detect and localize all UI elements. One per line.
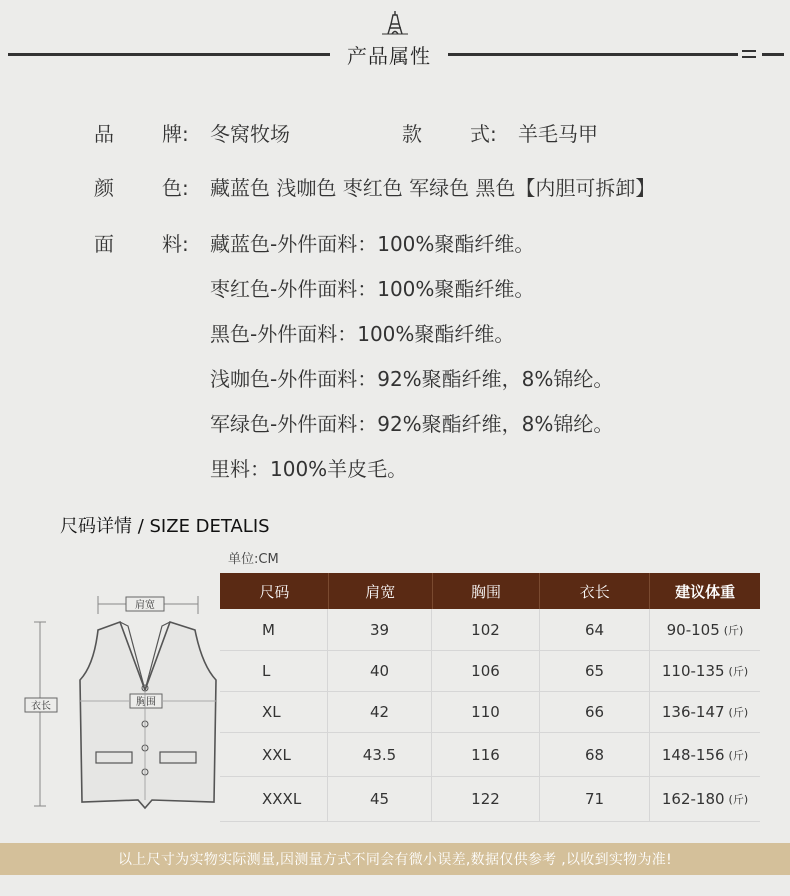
color-label-b: 色: — [162, 176, 189, 200]
cell-length: 68 — [540, 733, 650, 776]
cell-chest: 122 — [432, 777, 540, 821]
cell-chest: 106 — [432, 651, 540, 691]
cell-shoulder: 43.5 — [328, 733, 432, 776]
cell-size: XXL — [220, 733, 328, 776]
header-rule-left — [8, 53, 330, 56]
section-title: 产品属性 — [347, 44, 431, 68]
col-header-size: 尺码 — [221, 573, 329, 609]
fabric-line: 黑色-外件面料：100%聚酯纤维。 — [210, 322, 515, 346]
table-row — [220, 692, 760, 733]
cell-shoulder: 42 — [328, 692, 432, 732]
col-header-weight: 建议体重 — [675, 582, 736, 601]
cell-length: 65 — [540, 651, 650, 691]
cell-weight: 162-180 (斤) — [661, 790, 749, 808]
color-value: 藏蓝色 浅咖色 枣红色 军绿色 黑色【内胆可拆卸】 — [210, 176, 656, 200]
vest-diagram — [20, 590, 220, 820]
cell-size: L — [220, 651, 328, 691]
fabric-line: 浅咖色-外件面料：92%聚酯纤维，8%锦纶。 — [210, 367, 614, 391]
table-row — [220, 733, 760, 777]
shoulder-label: 肩宽 — [135, 600, 155, 611]
fabric-line: 藏蓝色-外件面料：100%聚酯纤维。 — [210, 232, 535, 256]
style-label-b: 式: — [470, 122, 497, 146]
header-rule-tail — [762, 53, 784, 56]
brand-value: 冬窝牧场 — [210, 122, 290, 146]
cell-length: 66 — [540, 692, 650, 732]
style-value: 羊毛马甲 — [518, 122, 598, 146]
fabric-line: 军绿色-外件面料：92%聚酯纤维，8%锦纶。 — [210, 412, 614, 436]
cell-shoulder: 40 — [328, 651, 432, 691]
cell-shoulder: 45 — [328, 777, 432, 821]
table-row — [220, 609, 760, 651]
fabric-line: 里料：100%羊皮毛。 — [210, 457, 408, 481]
cell-shoulder: 39 — [328, 609, 432, 650]
eiffel-tower-icon — [380, 10, 410, 36]
cell-size: XL — [220, 692, 328, 732]
fabric-label-b: 料: — [162, 232, 189, 256]
table-row — [220, 651, 760, 692]
style-label-a: 款 — [402, 122, 422, 146]
size-table — [220, 573, 760, 822]
header-dash — [742, 50, 756, 52]
section-header — [0, 0, 790, 80]
cell-chest: 102 — [432, 609, 540, 650]
header-dash — [742, 56, 756, 58]
length-label: 衣长 — [31, 701, 51, 712]
cell-length: 64 — [540, 609, 650, 650]
col-header-shoulder: 肩宽 — [329, 573, 433, 609]
measurement-note: 以上尺寸为实物实际测量,因测量方式不同会有微小误差,数据仅供参考 ,以收到实物为准! — [0, 843, 790, 875]
cell-weight: 136-147 (斤) — [661, 703, 749, 721]
cell-weight: 90-105 (斤) — [666, 620, 744, 639]
fabric-label-a: 面 — [94, 232, 114, 256]
cell-length: 71 — [540, 777, 650, 821]
color-label-a: 颜 — [94, 176, 114, 200]
brand-label-a: 品 — [94, 122, 114, 146]
table-row — [220, 777, 760, 822]
cell-weight: 148-156 (斤) — [661, 745, 749, 764]
unit-label: 单位:CM — [228, 552, 279, 567]
fabric-line: 枣红色-外件面料：100%聚酯纤维。 — [210, 277, 535, 301]
cell-weight: 110-135 (斤) — [661, 662, 749, 680]
cell-chest: 116 — [432, 733, 540, 776]
cell-chest: 110 — [432, 692, 540, 732]
header-rule-right — [448, 53, 738, 56]
col-header-length: 衣长 — [540, 573, 650, 609]
size-section-title: 尺码详情 / SIZE DETALIS — [60, 516, 270, 537]
cell-size: XXXL — [220, 777, 328, 821]
table-header — [220, 573, 760, 609]
brand-label-b: 牌: — [162, 122, 189, 146]
cell-size: M — [220, 609, 328, 650]
col-header-chest: 胸围 — [433, 573, 541, 609]
chest-label: 胸围 — [136, 697, 156, 708]
